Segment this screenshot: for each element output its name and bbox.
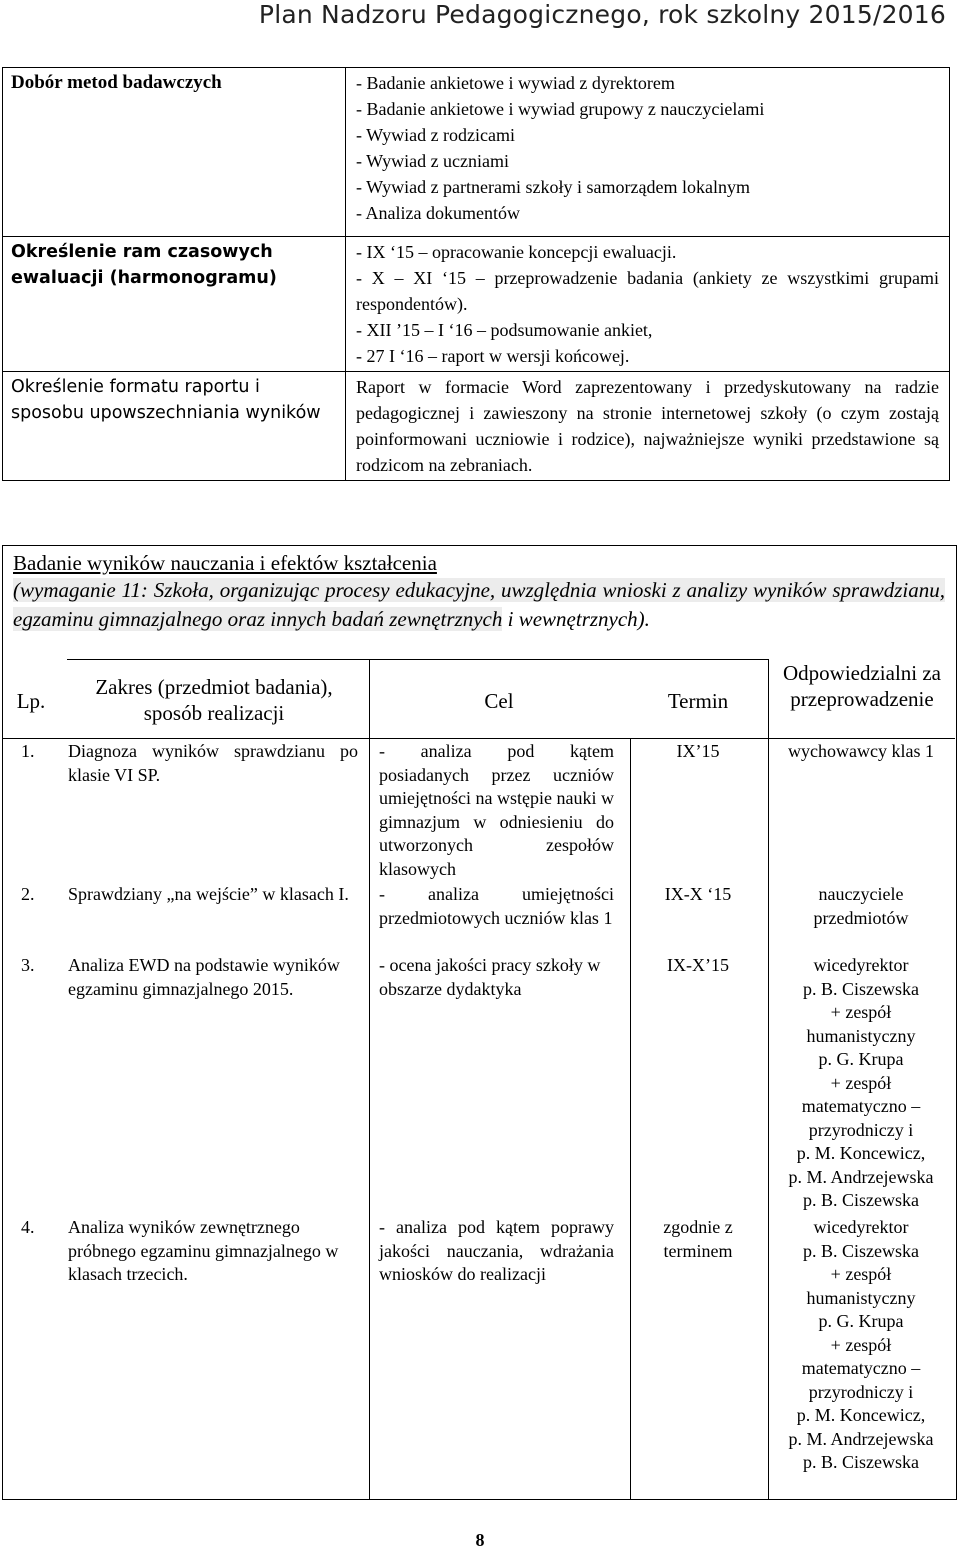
row2-scope: Sprawdziany „na wejście” w klasach I. [68,884,349,904]
row4-lp: 4. [21,1217,35,1237]
divider [3,738,955,739]
responsible-line: p. G. Krupa [818,1049,904,1069]
responsible-line: humanistyczny [806,1025,916,1046]
row2-lp: 2. [21,884,35,904]
timeframe-label: Określenie ram czasowych ewaluacji (harmonogramu) [3,237,346,372]
list-item: - 27 I ‘16 – raport w wersji końcowej. [356,346,630,366]
row4-term: zgodnie z terminem [663,1217,733,1261]
header-goal: Cel [484,689,514,713]
row3-scope: Analiza EWD na podstawie wyników egzaminu gimnazjalnego 2015. [68,955,340,999]
row4-scope: Analiza wyników zewnętrznego próbnego egzaminu gimnazjalnego w klasach trzecich. [68,1217,339,1284]
table-row [3,237,950,372]
list-item: - Badanie ankietowe i wywiad z dyrektorem [356,73,675,93]
row1-lp: 1. [21,741,35,761]
row4-goal: - analiza pod kątem poprawy jakości nauczania, wdrażania wniosków do realizacji [379,1217,614,1284]
responsible-line: + zespół [830,1002,892,1022]
row3-term: IX-X’15 [667,955,729,975]
header-scope: Zakres (przedmiot badania), sposób realizacji [95,675,333,725]
row1-responsible: wychowawcy klas 1 [788,741,934,761]
section-description [13,576,945,634]
row3-goal: - ocena jakości pracy szkoły w obszarze dydaktyka [379,955,601,999]
divider [369,659,370,1499]
responsible-line: wicedyrektor [813,1217,909,1237]
results-study-section [2,545,957,1500]
list-item: - Badanie ankietowe i wywiad grupowy z nauczycielami [356,99,765,119]
list-item: - X – XI ‘15 – przeprowadzenie badania (ankiety ze wszystkimi grupami respondentów). [356,268,939,314]
list-item: - Wywiad z uczniami [356,151,510,171]
row1-goal: - analiza pod kątem posiadanych przez uczniów umiejętności na wstępie nauki w gimnazjum w odniesieniu do utworzonych zespołów klasowych [379,741,614,879]
report-format-label: Określenie formatu raportu i sposobu upowszechniania wyników [3,372,346,481]
header-responsible: Odpowiedzialni za przeprowadzenie [782,661,942,711]
timeframe-list [346,237,950,372]
header-title: Plan Nadzoru Pedagogicznego, rok szkolny 2015/2016 [258,0,946,29]
responsible-line: przyrodniczy i [808,1381,914,1402]
methods-list [346,68,950,237]
responsible-line: p. B. Ciszewska [803,978,919,999]
list-item: - IX ‘15 – opracowanie koncepcji ewaluacji. [356,242,677,262]
row2-responsible: nauczyciele przedmiotów [813,884,909,928]
row1-scope: Diagnoza wyników sprawdzianu po klasie VI SP. [68,741,358,785]
list-item: - XII ’15 – I ‘16 – podsumowanie ankiet, [356,320,653,340]
responsible-line: matematyczno – [801,1358,921,1378]
list-item: - Wywiad z partnerami szkoły i samorządem lokalnym [356,177,750,197]
responsible-line: p. B. Ciszewska [803,1452,919,1472]
responsible-line: + zespół [830,1072,892,1093]
responsible-line: + zespół [830,1264,892,1284]
responsible-line: p. M. Koncewicz, [796,1405,926,1425]
responsible-line: p. M. Andrzejewska [788,1428,934,1449]
requirement-text: (wymaganie 11: Szkoła, organizując procesy edukacyjne, uwzględnia wnioski z analizy wyników sprawdzianu, egzaminu gimnazjalnego oraz innych badań zewnętrznych [13,578,945,631]
responsible-line: p. G. Krupa [818,1311,904,1331]
evaluation-plan-table [2,67,950,481]
row2-term: IX-X ‘15 [664,884,732,904]
responsible-line: p. B. Ciszewska [803,1240,919,1261]
divider [768,659,769,1499]
header-lp: Lp. [16,689,46,713]
responsible-line: wicedyrektor [813,955,909,975]
list-item: - Wywiad z rodzicami [356,125,516,145]
requirement-text-end: i wewnętrznych). [507,607,650,631]
report-format-text: Raport w formacie Word zaprezentowany i przedyskutowany na radzie pedagogicznej i zawieszony na stronie internetowej szkoły (o czym zostają poinformowani uczniowie i rodzice), najważniejsze wyniki przedstawione są rodzicom na zebraniach. [346,372,950,481]
responsible-line: matematyczno – [801,1096,921,1116]
responsible-line: p. M. Koncewicz, [796,1143,926,1163]
divider [630,739,631,1499]
list-item: - Analiza dokumentów [356,203,520,223]
page-number: 8 [475,1530,485,1550]
row1-term: IX’15 [676,741,720,761]
divider [67,659,369,660]
responsible-line: humanistyczny [806,1287,916,1308]
header-term: Termin [667,689,729,713]
row3-responsible [771,954,951,1213]
divider [369,659,768,660]
responsible-line: p. M. Andrzejewska [788,1166,934,1187]
section-title: Badanie wyników nauczania i efektów kształcenia [13,551,437,575]
table-row [3,68,950,237]
row2-goal: - analiza umiejętności przedmiotowych uczniów klas 1 [379,884,614,928]
responsible-line: p. B. Ciszewska [803,1190,919,1210]
page-header [0,0,960,34]
responsible-line: przyrodniczy i [808,1119,914,1140]
row3-lp: 3. [21,955,35,975]
methods-label: Dobór metod badawczych [3,68,346,237]
table-row [3,372,950,481]
row4-responsible [771,1216,951,1475]
responsible-line: + zespół [830,1334,892,1355]
